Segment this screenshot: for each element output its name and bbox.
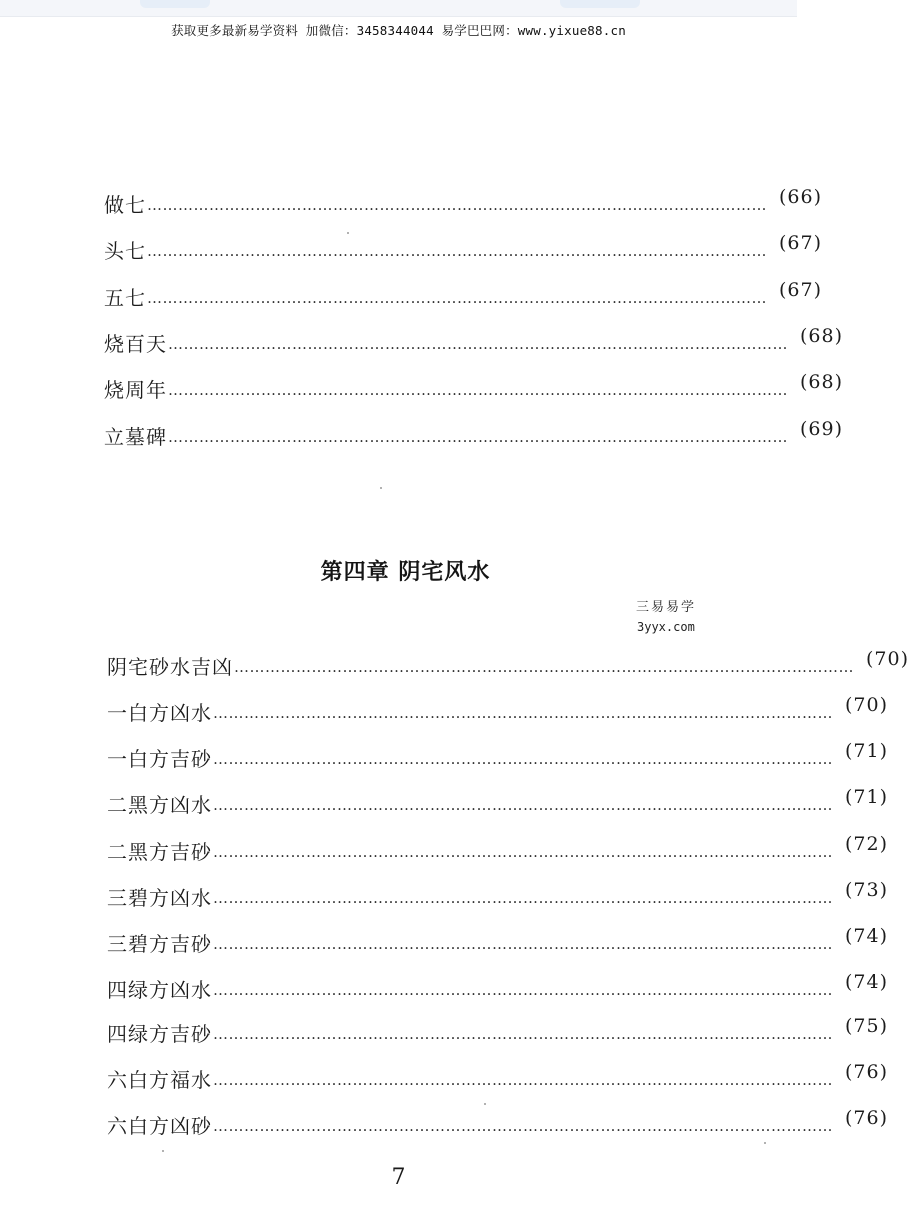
- toc-entry-page: (66): [779, 186, 823, 208]
- toc-entry: [104, 371, 844, 403]
- toc-entry-page: (67): [779, 232, 823, 254]
- scan-speck: [764, 1142, 766, 1144]
- toc-leader-dots: …………………………………………………………………………………………………………: [213, 980, 833, 999]
- toc-entry: [107, 833, 889, 865]
- scan-speck: [162, 1150, 164, 1152]
- toc-entry-title: 四绿方凶水: [107, 977, 212, 1002]
- toc-entry: [107, 971, 889, 1003]
- watermark-text: 三易易学: [636, 600, 697, 615]
- toc-entry: [104, 325, 844, 357]
- scan-speck: [380, 487, 382, 489]
- toc-leader-dots: …………………………………………………………………………………………………………: [213, 703, 833, 722]
- toc-entry: [107, 786, 889, 818]
- toc-entry: [107, 1107, 889, 1139]
- toc-entry: [107, 694, 889, 726]
- toc-leader-dots: …………………………………………………………………………………………………………: [147, 241, 767, 260]
- toc-entry-title: 一白方吉砂: [107, 746, 212, 771]
- chapter-heading: 第四章 阴宅风水: [320, 560, 491, 585]
- toc-leader-dots: …………………………………………………………………………………………………………: [147, 195, 767, 214]
- toc-leader-dots: …………………………………………………………………………………………………………: [168, 427, 788, 446]
- toc-leader-dots: …………………………………………………………………………………………………………: [213, 1116, 833, 1135]
- toc-entry-title: 立墓碑: [104, 424, 167, 449]
- toc-entry-title: 四绿方吉砂: [107, 1021, 212, 1046]
- toc-entry-page: (74): [845, 925, 889, 947]
- toc-entry: [104, 279, 823, 311]
- page-header-banner: 获取更多最新易学资料 加微信：3458344044 易学巴巴网：www.yixue88.cn: [171, 23, 626, 38]
- toc-entry-title: 六白方福水: [107, 1067, 212, 1092]
- toc-entry-title: 五七: [104, 285, 146, 310]
- scan-speck: [347, 232, 349, 234]
- toc-entry: [104, 186, 823, 218]
- toc-entry-title: 二黑方凶水: [107, 792, 212, 817]
- toc-entry-page: (71): [845, 786, 889, 808]
- toc-entry-page: (70): [866, 648, 909, 670]
- toc-leader-dots: …………………………………………………………………………………………………………: [234, 657, 854, 676]
- toc-entry-title: 烧百天: [104, 331, 167, 356]
- toc-entry: [107, 1061, 889, 1093]
- toc-entry: [107, 879, 889, 911]
- toc-entry-title: 三碧方吉砂: [107, 931, 212, 956]
- toc-entry: [107, 1015, 889, 1047]
- toc-entry: [107, 925, 889, 957]
- toc-entry: [107, 648, 909, 680]
- toc-entry-title: 二黑方吉砂: [107, 839, 212, 864]
- toc-entry-title: 三碧方凶水: [107, 885, 212, 910]
- toc-entry: [104, 232, 823, 264]
- toc-entry-title: 做七: [104, 192, 146, 217]
- toc-entry-page: (72): [845, 833, 889, 855]
- toc-entry-title: 六白方凶砂: [107, 1113, 212, 1138]
- toc-leader-dots: …………………………………………………………………………………………………………: [213, 842, 833, 861]
- scan-speck: [484, 1103, 486, 1105]
- toc-entry-page: (74): [845, 971, 889, 993]
- toc-leader-dots: …………………………………………………………………………………………………………: [168, 380, 788, 399]
- toc-entry-title: 一白方凶水: [107, 700, 212, 725]
- toc-leader-dots: …………………………………………………………………………………………………………: [147, 288, 767, 307]
- toc-entry-title: 头七: [104, 238, 146, 263]
- toc-leader-dots: …………………………………………………………………………………………………………: [213, 888, 833, 907]
- toc-entry-page: (68): [800, 325, 844, 347]
- toc-leader-dots: …………………………………………………………………………………………………………: [213, 795, 833, 814]
- toc-entry-page: (68): [800, 371, 844, 393]
- toc-entry: [107, 740, 889, 772]
- toc-leader-dots: …………………………………………………………………………………………………………: [213, 1070, 833, 1089]
- toc-entry-page: (73): [845, 879, 889, 901]
- toc-leader-dots: …………………………………………………………………………………………………………: [213, 749, 833, 768]
- page-number: 7: [391, 1165, 406, 1190]
- toc-entry-title: 阴宅砂水吉凶: [107, 654, 233, 679]
- toc-entry-page: (71): [845, 740, 889, 762]
- toc-leader-dots: …………………………………………………………………………………………………………: [213, 934, 833, 953]
- toc-entry-page: (69): [800, 418, 844, 440]
- toc-leader-dots: …………………………………………………………………………………………………………: [168, 334, 788, 353]
- toc-entry-title: 烧周年: [104, 377, 167, 402]
- toc-entry-page: (75): [845, 1015, 889, 1037]
- toc-entry-page: (67): [779, 279, 823, 301]
- toc-entry: [104, 418, 844, 450]
- toc-entry-page: (76): [845, 1061, 889, 1083]
- toc-leader-dots: …………………………………………………………………………………………………………: [213, 1024, 833, 1043]
- watermark-url: 3yyx.com: [637, 620, 695, 634]
- toc-entry-page: (76): [845, 1107, 889, 1129]
- toc-entry-page: (70): [845, 694, 889, 716]
